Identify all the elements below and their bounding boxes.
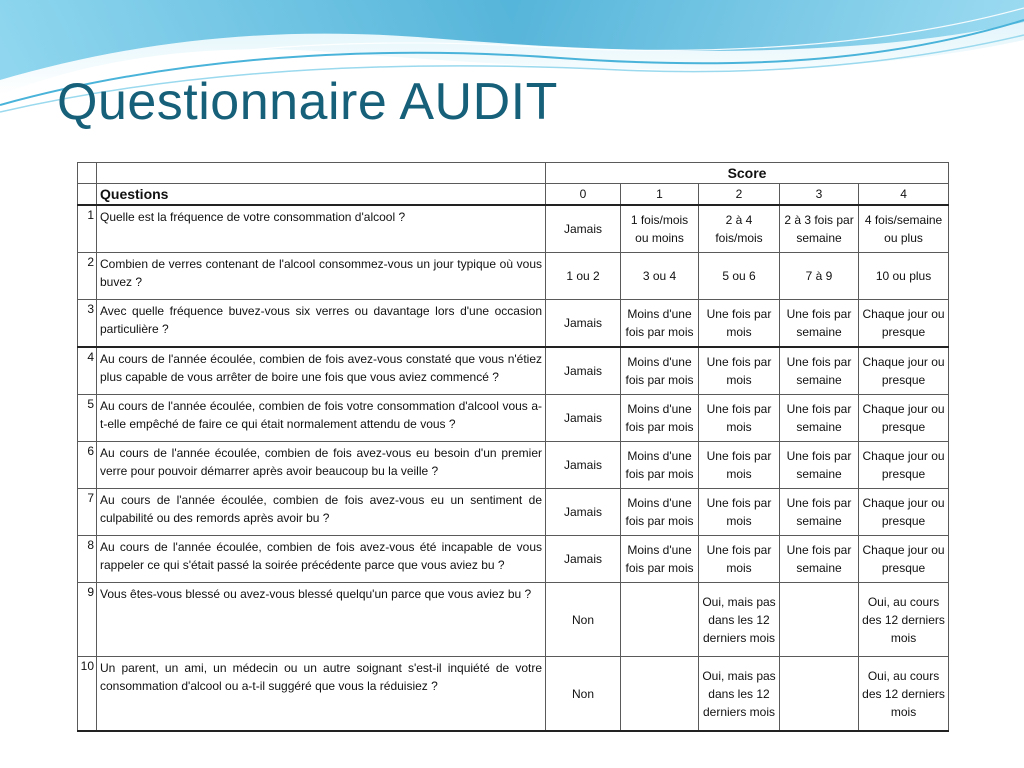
answer-score-0: Jamais xyxy=(546,489,621,536)
answer-score-4: Chaque jour ou presque xyxy=(859,395,949,442)
answer-score-0: Jamais xyxy=(546,395,621,442)
answer-score-3: Une fois par semaine xyxy=(780,300,859,348)
table-row xyxy=(78,489,949,536)
table-row xyxy=(78,205,949,253)
answer-score-0: Jamais xyxy=(546,536,621,583)
table-row xyxy=(78,657,949,732)
row-number: 7 xyxy=(78,489,97,536)
row-number: 4 xyxy=(78,347,97,395)
question-text: Vous êtes-vous blessé ou avez-vous blessé quelqu'un parce que vous aviez bu ? xyxy=(97,583,546,657)
row-number: 6 xyxy=(78,442,97,489)
question-text: Quelle est la fréquence de votre consommation d'alcool ? xyxy=(97,205,546,253)
wave-main-band xyxy=(0,0,1024,80)
column-header-row xyxy=(78,184,949,206)
answer-score-4: Chaque jour ou presque xyxy=(859,489,949,536)
question-text: Au cours de l'année écoulée, combien de fois avez-vous eu besoin d'un premier verre pour pouvoir démarrer après avoir beaucoup bu la veille ? xyxy=(97,442,546,489)
score-column-0: 0 xyxy=(546,184,621,206)
table-row xyxy=(78,395,949,442)
answer-score-1: Moins d'une fois par mois xyxy=(621,489,699,536)
score-column-2: 2 xyxy=(699,184,780,206)
row-number: 5 xyxy=(78,395,97,442)
answer-score-0: 1 ou 2 xyxy=(546,253,621,300)
score-column-4: 4 xyxy=(859,184,949,206)
table-row xyxy=(78,583,949,657)
question-text: Avec quelle fréquence buvez-vous six verres ou davantage lors d'une occasion particulière ? xyxy=(97,300,546,348)
answer-score-3: Une fois par semaine xyxy=(780,347,859,395)
answer-score-2: Oui, mais pas dans les 12 derniers mois xyxy=(699,657,780,732)
audit-table xyxy=(77,162,949,732)
answer-score-4: 4 fois/semaine ou plus xyxy=(859,205,949,253)
answer-score-1: Moins d'une fois par mois xyxy=(621,442,699,489)
row-number: 1 xyxy=(78,205,97,253)
score-header-row xyxy=(78,163,949,184)
answer-score-0: Jamais xyxy=(546,347,621,395)
answer-score-4: Chaque jour ou presque xyxy=(859,442,949,489)
answer-score-1: Moins d'une fois par mois xyxy=(621,395,699,442)
question-text: Au cours de l'année écoulée, combien de fois votre consommation d'alcool vous a-t-elle empêché de faire ce qui était normalement attendu de vous ? xyxy=(97,395,546,442)
answer-score-3 xyxy=(780,583,859,657)
answer-score-2: Oui, mais pas dans les 12 derniers mois xyxy=(699,583,780,657)
question-text: Au cours de l'année écoulée, combien de fois avez-vous constaté que vous n'étiez plus capable de vous arrêter de boire une fois que vous aviez commencé ? xyxy=(97,347,546,395)
answer-score-0: Non xyxy=(546,657,621,732)
row-number: 9 xyxy=(78,583,97,657)
answer-score-3: 2 à 3 fois par semaine xyxy=(780,205,859,253)
answer-score-0: Jamais xyxy=(546,300,621,348)
corner-cell xyxy=(78,184,97,206)
table-row xyxy=(78,300,949,348)
answer-score-1 xyxy=(621,657,699,732)
row-number: 3 xyxy=(78,300,97,348)
answer-score-1: 3 ou 4 xyxy=(621,253,699,300)
answer-score-2: Une fois par mois xyxy=(699,300,780,348)
answer-score-1: Moins d'une fois par mois xyxy=(621,536,699,583)
table-row xyxy=(78,442,949,489)
answer-score-0: Non xyxy=(546,583,621,657)
score-column-1: 1 xyxy=(621,184,699,206)
table-row xyxy=(78,347,949,395)
answer-score-4: Chaque jour ou presque xyxy=(859,300,949,348)
answer-score-3: Une fois par semaine xyxy=(780,536,859,583)
answer-score-0: Jamais xyxy=(546,205,621,253)
answer-score-2: 2 à 4 fois/mois xyxy=(699,205,780,253)
answer-score-4: Chaque jour ou presque xyxy=(859,347,949,395)
score-column-3: 3 xyxy=(780,184,859,206)
table-row xyxy=(78,536,949,583)
score-header: Score xyxy=(546,163,949,184)
answer-score-3: Une fois par semaine xyxy=(780,395,859,442)
question-text: Au cours de l'année écoulée, combien de fois avez-vous été incapable de vous rappeler ce qui s'était passé la soirée précédente parce que vous aviez bu ? xyxy=(97,536,546,583)
answer-score-4: Oui, au cours des 12 derniers mois xyxy=(859,583,949,657)
answer-score-0: Jamais xyxy=(546,442,621,489)
answer-score-3: Une fois par semaine xyxy=(780,489,859,536)
answer-score-4: Oui, au cours des 12 derniers mois xyxy=(859,657,949,732)
answer-score-2: 5 ou 6 xyxy=(699,253,780,300)
answer-score-1: 1 fois/mois ou moins xyxy=(621,205,699,253)
answer-score-3: Une fois par semaine xyxy=(780,442,859,489)
answer-score-2: Une fois par mois xyxy=(699,489,780,536)
page-title: Questionnaire AUDIT xyxy=(57,73,558,131)
answer-score-2: Une fois par mois xyxy=(699,395,780,442)
blank-header-cell xyxy=(97,163,546,184)
question-text: Combien de verres contenant de l'alcool consommez-vous un jour typique où vous buvez ? xyxy=(97,253,546,300)
answer-score-3 xyxy=(780,657,859,732)
answer-score-1: Moins d'une fois par mois xyxy=(621,347,699,395)
row-number: 2 xyxy=(78,253,97,300)
questions-header: Questions xyxy=(97,184,546,206)
row-number: 8 xyxy=(78,536,97,583)
corner-cell xyxy=(78,163,97,184)
table-row xyxy=(78,253,949,300)
answer-score-1: Moins d'une fois par mois xyxy=(621,300,699,348)
row-number: 10 xyxy=(78,657,97,732)
question-text: Un parent, un ami, un médecin ou un autre soignant s'est-il inquiété de votre consommation d'alcool ou a-t-il suggéré que vous la réduisiez ? xyxy=(97,657,546,732)
answer-score-2: Une fois par mois xyxy=(699,442,780,489)
answer-score-4: Chaque jour ou presque xyxy=(859,536,949,583)
answer-score-4: 10 ou plus xyxy=(859,253,949,300)
answer-score-2: Une fois par mois xyxy=(699,347,780,395)
answer-score-3: 7 à 9 xyxy=(780,253,859,300)
answer-score-2: Une fois par mois xyxy=(699,536,780,583)
answer-score-1 xyxy=(621,583,699,657)
question-text: Au cours de l'année écoulée, combien de fois avez-vous eu un sentiment de culpabilité ou des remords après avoir bu ? xyxy=(97,489,546,536)
